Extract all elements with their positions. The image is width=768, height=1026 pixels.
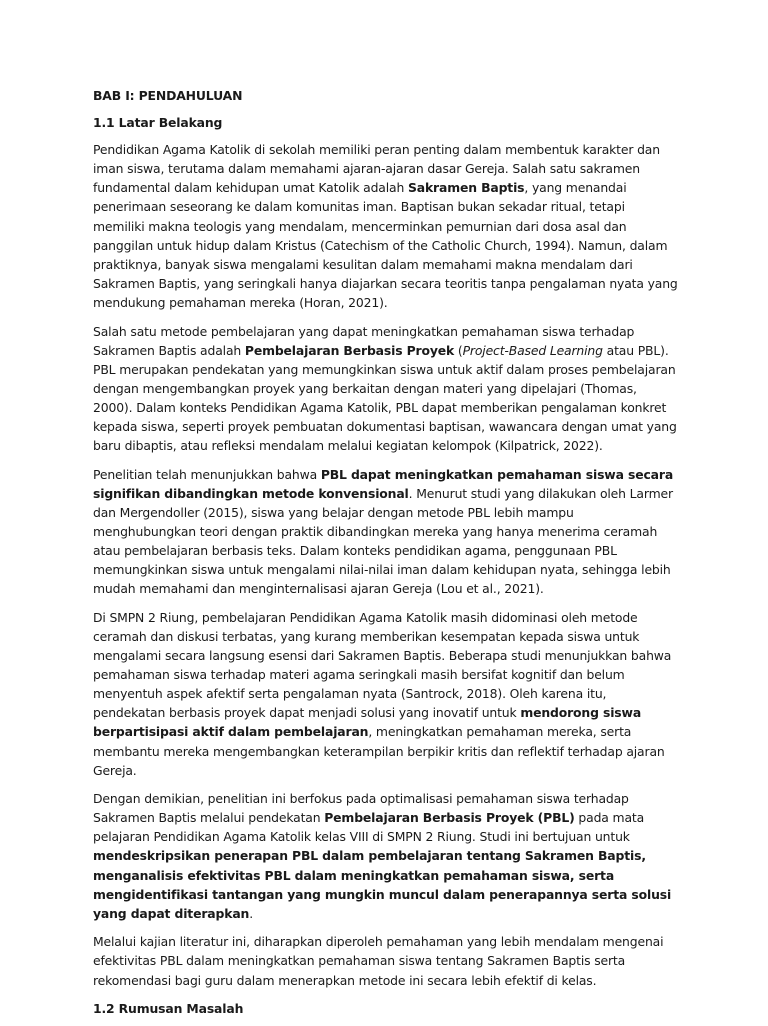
paragraph-4-text-1: Di SMPN 2 Riung, pembelajaran Pendidikan Agama Katolik masih didominasi oleh metode ceramah dan diskusi terbatas, yang kurang memberikan kesempatan kepada siswa untuk mengalami secara langsung esensi dari Sakramen Baptis. Beberapa studi menunjukkan bahwa pemahaman siswa terhadap materi agama seringkali masih bersifat kognitif dan belum menyentuh aspek afektif serta pengalaman nyata (Santrock, 2018). Oleh karena itu, pendekatan berbasis proyek dapat menjadi solusi yang inovatif untuk bbox=[93, 609, 672, 721]
paragraph-3-text-1: Penelitian telah menunjukkan bahwa bbox=[93, 466, 321, 482]
paragraph-6 bbox=[93, 932, 678, 989]
paragraph-2-text-3: atau PBL). PBL merupakan pendekatan yang memungkinkan siswa untuk aktif dalam proses pembelajaran dengan mengembangkan proyek yang berkaitan dengan materi yang dipelajari (Thomas, 2000). Dalam konteks Pendidikan Agama Katolik, PBL dapat memberikan pengalaman konkret kepada siswa, seperti proyek pembuatan dokumentasi baptisan, wawancara dengan umat yang baru dibaptis, atau refleksi mendalam melalui kegiatan kelompok (Kilpatrick, 2022). bbox=[93, 342, 677, 454]
paragraph-1 bbox=[93, 140, 678, 312]
paragraph-5-bold-2: mendeskripsikan penerapan PBL dalam pembelajaran tentang Sakramen Baptis, menganalisis efektivitas PBL dalam meningkatkan pemahaman siswa, serta mengidentifikasi tantangan yang mungkin muncul dalam penerapannya serta solusi yang dapat diterapkan bbox=[93, 848, 672, 921]
paragraph-4 bbox=[93, 608, 678, 780]
paragraph-3-bold-1: PBL dapat meningkatkan pemahaman siswa secara signifikan dibandingkan metode konvensional bbox=[93, 466, 674, 501]
paragraph-2-text-2: ( bbox=[454, 342, 463, 358]
paragraph-3-text-2: . Menurut studi yang dilakukan oleh Larmer dan Mergendoller (2015), siswa yang belajar dengan metode PBL lebih mampu menghubungkan teori dengan praktik dibandingkan mereka yang hanya menerima ceramah atau pembelajaran berbasis teks. Dalam konteks pendidikan agama, penggunaan PBL memungkinkan siswa untuk mengalami nilai-nilai iman dalam kehidupan nyata, sehingga lebih mudah memahami dan menginternalisasi ajaran Gereja (Lou et al., 2021). bbox=[93, 485, 673, 597]
paragraph-5-text-3: . bbox=[249, 905, 253, 921]
chapter-title: BAB I: PENDAHULUAN bbox=[93, 88, 243, 103]
paragraph-2 bbox=[93, 322, 678, 456]
paragraph-5-bold-1: Pembelajaran Berbasis Proyek (PBL) bbox=[324, 810, 575, 826]
paragraph-5-text-1: Dengan demikian, penelitian ini berfokus pada optimalisasi pemahaman siswa terhadap Sakramen Baptis melalui pendekatan bbox=[93, 791, 629, 826]
paragraph-2-bold-1: Pembelajaran Berbasis Proyek bbox=[244, 342, 455, 358]
paragraph-5-text-2: pada mata pelajaran Pendidikan Agama Katolik kelas VIII di SMPN 2 Riung. Studi ini bertujuan untuk bbox=[93, 810, 645, 845]
paragraph-1-text-2: , yang menandai penerimaan seseorang ke dalam komunitas iman. Baptisan bukan sekadar ritual, tetapi memiliki makna teologis yang mendalam, mencerminkan pemurnian dari dosa asal dan panggilan untuk hidup dalam Kristus (Catechism of the Catholic Church, 1994). Namun, dalam praktiknya, banyak siswa mengalami kesulitan dalam memahami makna mendalam dari Sakramen Baptis, yang seringkali hanya diajarkan secara teoritis tanpa pengalaman nyata yang mendukung pemahaman mereka (Horan, 2021). bbox=[93, 180, 678, 310]
paragraph-2-italic-1: Project-Based Learning bbox=[462, 342, 603, 358]
section-heading-rumusan-masalah: 1.2 Rumusan Masalah bbox=[93, 1001, 244, 1017]
paragraph-3 bbox=[93, 465, 678, 599]
paragraph-1-bold-1: Sakramen Baptis bbox=[407, 180, 525, 196]
section-heading-latar-belakang: 1.1 Latar Belakang bbox=[93, 115, 223, 131]
paragraph-2-text-1: Salah satu metode pembelajaran yang dapat meningkatkan pemahaman siswa terhadap Sakramen Baptis adalah bbox=[93, 323, 635, 358]
paragraph-1-text-1: Pendidikan Agama Katolik di sekolah memiliki peran penting dalam membentuk karakter dan iman siswa, terutama dalam memahami ajaran-ajaran dasar Gereja. Salah satu sakramen fundamental dalam kehidupan umat Katolik adalah bbox=[93, 142, 660, 196]
paragraph-4-text-2: , meningkatkan pemahaman mereka, serta membantu mereka mengembangkan keterampilan berpikir kritis dan reflektif terhadap ajaran Gereja. bbox=[93, 724, 665, 778]
paragraph-6-text-1: Melalui kajian literatur ini, diharapkan diperoleh pemahaman yang lebih mendalam mengenai efektivitas PBL dalam meningkatkan pemahaman siswa tentang Sakramen Baptis serta rekomendasi bagi guru dalam menerapkan metode ini secara lebih efektif di kelas. bbox=[93, 934, 664, 988]
paragraph-4-bold-1: mendorong siswa berpartisipasi aktif dalam pembelajaran bbox=[93, 705, 642, 740]
document-page bbox=[93, 86, 678, 1026]
paragraph-5 bbox=[93, 789, 678, 923]
